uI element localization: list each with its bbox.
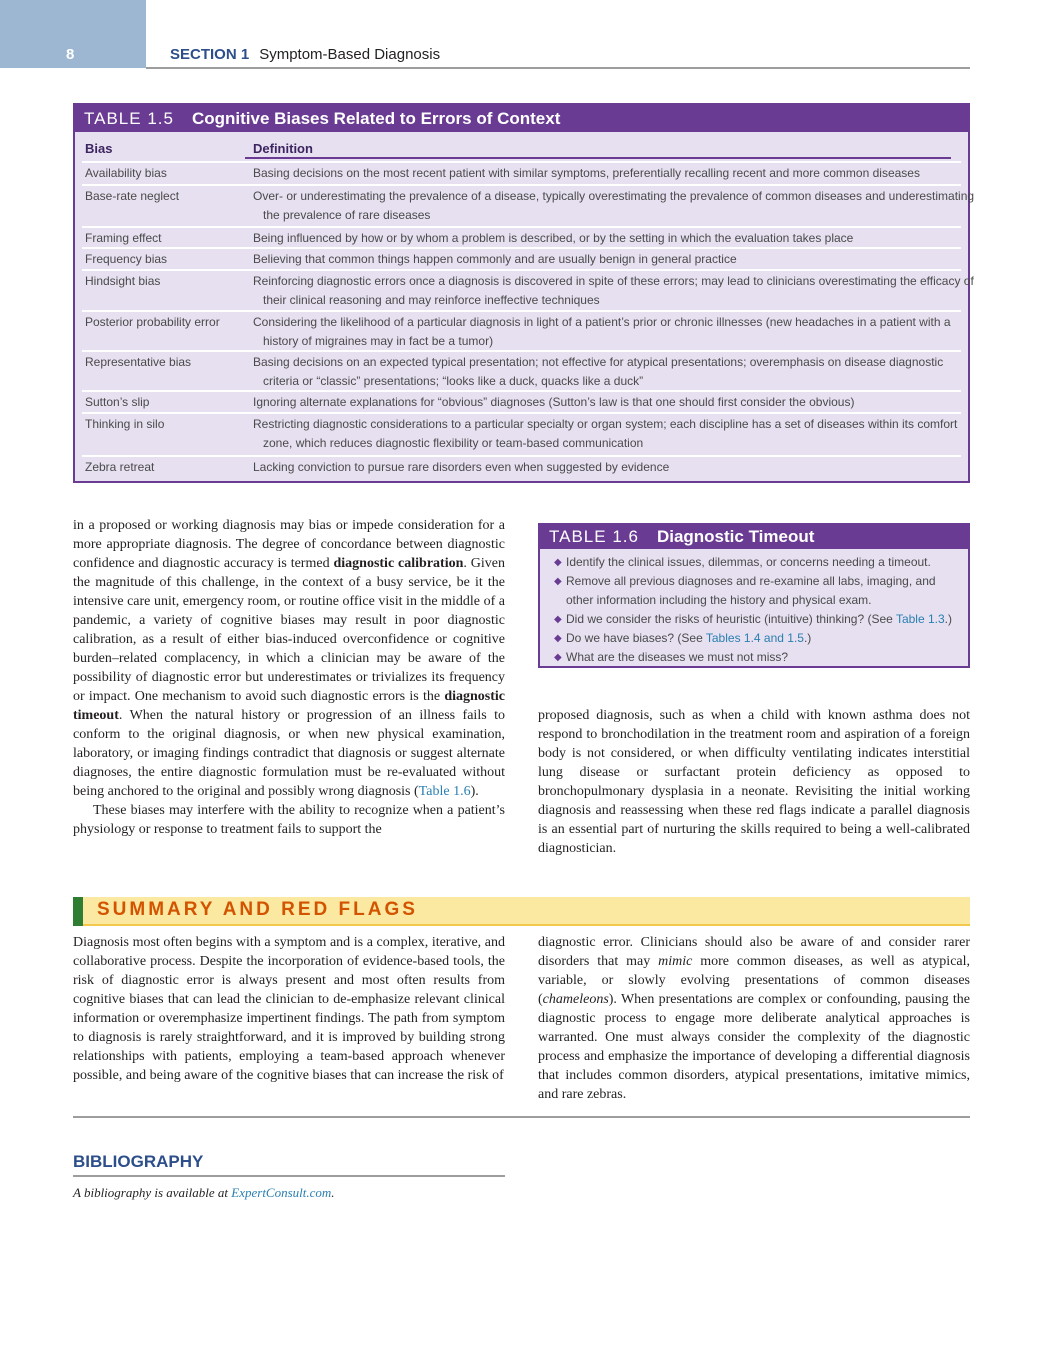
bullet-diamond-icon: ◆	[554, 576, 562, 587]
section-title: Symptom-Based Diagnosis	[259, 46, 441, 63]
table-1-6-titlebar	[540, 525, 968, 549]
table-title: Cognitive Biases Related to Errors of Context	[191, 108, 561, 128]
page-number: 8	[66, 46, 75, 63]
term-diagnostic-calibration: diagnostic calibration	[333, 556, 464, 571]
paragraph: These biases may interfere with the ability to recognize when a patient’s physiology or response to treatment fails to support the	[73, 803, 505, 837]
summary-right-text	[538, 933, 970, 1104]
column-header-definition: Definition	[253, 141, 313, 156]
table-1-3-link[interactable]: Table 1.3	[895, 612, 945, 626]
text-run: .	[331, 1185, 335, 1200]
bias-name: Frequency bias	[85, 252, 168, 266]
bullet-diamond-icon: ◆	[554, 652, 562, 663]
term-mimic: mimic	[658, 954, 693, 969]
list-item	[554, 572, 958, 610]
bias-definition: Lacking conviction to pursue rare disorders even when suggested by evidence	[253, 460, 670, 474]
bias-name: Sutton’s slip	[85, 395, 150, 409]
list-item-text: .)	[944, 612, 952, 626]
bullet-diamond-icon: ◆	[554, 614, 562, 625]
bibliography-heading: BIBLIOGRAPHY	[73, 1152, 204, 1171]
table-label: TABLE 1.5	[84, 108, 174, 128]
section-divider	[73, 1116, 970, 1118]
bibliography-note	[73, 1185, 335, 1201]
list-item-text: Do we have biases? (See	[566, 631, 706, 645]
list-item	[554, 648, 958, 667]
table-row	[82, 184, 975, 226]
expertconsult-link[interactable]: ExpertConsult.com	[231, 1185, 332, 1200]
table-row	[82, 269, 974, 310]
bibliography-rule	[73, 1175, 505, 1177]
table-row	[82, 390, 961, 412]
bias-name: Hindsight bias	[85, 274, 161, 288]
list-item-text: What are the diseases we must not miss?	[566, 650, 789, 664]
table-title: Diagnostic Timeout	[656, 527, 815, 546]
column-header-bias: Bias	[85, 141, 113, 156]
table-header-rule	[245, 157, 951, 159]
tables-1-4-1-5-link[interactable]: Tables 1.4 and 1.5	[705, 631, 804, 645]
list-item-text: Did we consider the risks of heuristic (intuitive) thinking? (See	[566, 612, 896, 626]
paragraph	[73, 516, 505, 801]
section-label: SECTION 1	[170, 46, 250, 63]
bias-name: Representative bias	[85, 355, 192, 369]
bias-definition: Believing that common things happen commonly and are usually benign in general practice	[253, 252, 737, 266]
text-run: ).	[470, 784, 479, 799]
bullet-diamond-icon: ◆	[554, 633, 562, 644]
bias-definition: Being influenced by how or by whom a problem is described, or by the setting in which the evaluation takes place	[253, 231, 854, 245]
summary-title: SUMMARY AND RED FLAGS	[97, 899, 418, 920]
text-run: A bibliography is available at	[73, 1185, 232, 1200]
text-run: ). When presentations are complex or confounding, pausing the diagnostic process to engage more deliberate analytical approaches is warranted. One must always consider the complexity of the diagnostic process and emphasize the importance of developing a differential diagnosis that includes common disorders, atypical presentations, imitative mimics, and rare zebras.	[538, 992, 970, 1102]
timeout-checklist	[540, 549, 968, 667]
running-head	[170, 46, 440, 63]
bullet-diamond-icon: ◆	[554, 557, 562, 568]
table-row	[82, 226, 961, 248]
summary-left-text	[73, 933, 505, 1085]
text-run: diagnostic error. Clinicians should also be aware of and consider rarer disorders that may	[538, 935, 970, 969]
bias-name: Framing effect	[85, 231, 162, 245]
bias-name: Availability bias	[85, 166, 167, 180]
list-item	[554, 553, 958, 572]
bias-definition: Considering the likelihood of a particular diagnosis in light of a patient’s prior or chronic illnesses (new headaches in a patient with a history of migraines may in fact be a tumor)	[253, 315, 951, 348]
table-row	[82, 412, 961, 454]
table-1-5-titlebar	[75, 105, 968, 132]
paragraph: proposed diagnosis, such as when a child with known asthma does not respond to bronchodilation in the treatment room and aspiration of a foreign body is not considered, or when difficulty ventilating indicates interstitial lung disease or surfactant protein deficiency as opposed to bronchopulmonary dysplasia in a neonate. Revisiting the initial working diagnosis and reassessing when these red flags indicate a parallel diagnosis is an essential part of nurturing the skills required to being a well-calibrated diagnostician.	[538, 708, 970, 856]
right-column-text	[538, 706, 970, 858]
table-label: TABLE 1.6	[549, 527, 639, 546]
bias-definition: Over- or underestimating the prevalence of a disease, typically overestimating the prevalence of common diseases and underestimating the prevalence of rare diseases	[253, 189, 975, 222]
text-run: more common diseases, as well as atypical, variable, or slowly evolving presentations of common diseases (	[538, 954, 971, 1007]
table-row	[82, 247, 961, 269]
table-row	[82, 455, 961, 479]
section-marker	[73, 897, 83, 926]
text-run: . When the natural history or progression of an illness fails to conform to the original diagnosis, or when new physical examination, laboratory, or imaging findings contradict that diagnosis or suggest alternate diagnoses, the entire diagnostic formulation must be re-evaluated without being anchored to the original and possibly wrong diagnosis (	[73, 708, 505, 799]
paragraph	[538, 933, 970, 1104]
term-chameleons: chameleons	[542, 992, 609, 1007]
bias-name: Posterior probability error	[85, 315, 220, 329]
list-item-text: .)	[803, 631, 812, 645]
term-diagnostic-timeout: diagnostic timeout	[73, 689, 505, 723]
paragraph: Diagnosis most often begins with a symptom and is a complex, iterative, and collaborative process. Despite the incorporation of evidence-based tools, the risk of diagnostic error is always present and most often results from cognitive biases that can lead the clinician to de-emphasize relevant clinical information or overemphasize impertinent findings. The path from symptom to diagnosis is rarely straightforward, and it is improved by building strong relationships with patients, employing a team-based approach whenever possible, and being aware of the cognitive biases that can increase the risk of	[73, 935, 505, 1083]
bias-definition: Basing decisions on the most recent patient with similar symptoms, preferentially recalling recent and more common diseases	[253, 166, 920, 180]
bias-definition: Restricting diagnostic considerations to a particular specialty or organ system; each discipline has a set of diseases within its comfort zone, which reduces diagnostic flexibility or team-based communication	[253, 417, 958, 450]
list-item	[554, 610, 958, 629]
table-row	[82, 310, 961, 350]
bias-name: Thinking in silo	[85, 417, 165, 431]
table-row	[82, 161, 961, 184]
bias-name: Zebra retreat	[85, 460, 155, 474]
table-row	[82, 350, 961, 390]
text-run: in a proposed or working diagnosis may bias or impede consideration for a more appropriate diagnosis. The degree of concordance between diagnostic confidence and diagnostic accuracy is termed	[73, 518, 505, 571]
table-1-6	[538, 523, 970, 668]
bias-name: Base-rate neglect	[85, 189, 180, 203]
list-item	[554, 629, 958, 648]
text-run: . Given the magnitude of this challenge, in the context of a busy service, be it the intensive care unit, emergency room, or routine office visit in the middle of a pandemic, a variety of cognitive biases may result in poor diagnostic calibration, as a result of either bias-induced overconfidence or cognitive burden–related complacency, in which a clinician may be aware of the possibility of diagnostic error but underestimates or trivializes its frequency or impact. One mechanism to avoid such diagnostic errors is the	[73, 556, 505, 704]
table-1-6-link[interactable]: Table 1.6	[418, 784, 471, 799]
header-rule	[146, 67, 970, 69]
bias-definition: Basing decisions on an expected typical presentation; not effective for atypical presentations; overemphasis on disease diagnostic criteria or “classic” presentations; “looks like a duck, quacks like a duck”	[253, 355, 944, 388]
left-column-text	[73, 516, 505, 839]
table-header-row	[85, 138, 958, 158]
bias-definition: Ignoring alternate explanations for “obvious” diagnoses (Sutton’s law is that one should first consider the obvious)	[253, 395, 855, 409]
table-1-5	[73, 103, 975, 483]
bias-definition: Reinforcing diagnostic errors once a diagnosis is discovered in spite of these errors; may lead to clinicians overestimating the efficacy of their clinical reasoning and may reinforce ineffective techniques	[253, 274, 974, 307]
summary-section-header	[73, 897, 970, 926]
list-item-text: Identify the clinical issues, dilemmas, or concerns needing a timeout.	[566, 555, 931, 569]
list-item-text: Remove all previous diagnoses and re-examine all labs, imaging, and other information including the history and physical exam.	[566, 574, 936, 607]
